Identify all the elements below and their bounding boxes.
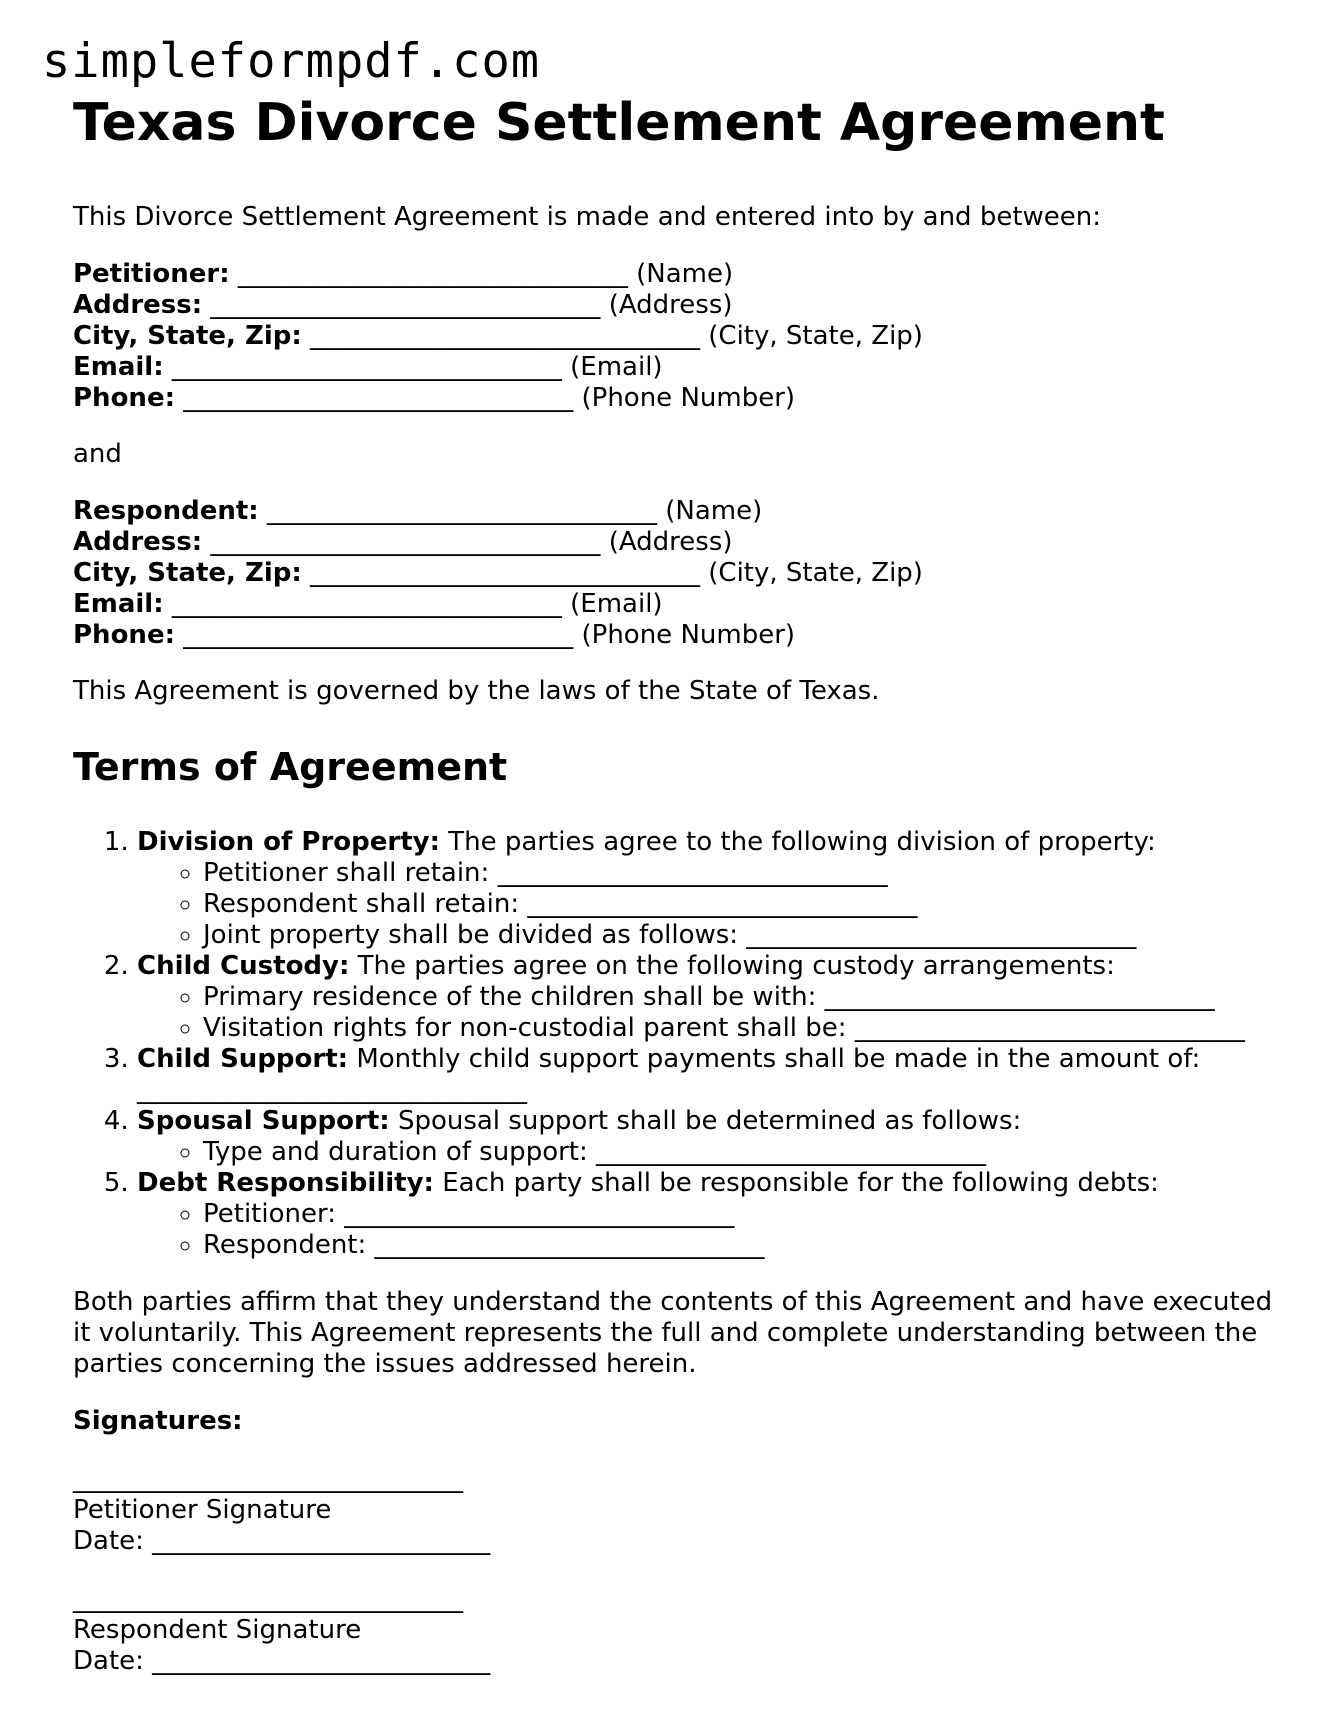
subitem-label: Type and duration of support: xyxy=(203,1136,588,1167)
document-page xyxy=(73,92,1293,1677)
petitioner-field-label: Address: xyxy=(73,290,203,321)
term-item xyxy=(137,1168,1293,1261)
subitem-label: Joint property shall be divided as follows: xyxy=(203,919,739,950)
signature-block xyxy=(73,1584,1293,1677)
date-label: Date: xyxy=(73,1645,144,1676)
respondent-field-hint: (Address) xyxy=(608,527,733,558)
subitem-blank[interactable]: ______________________________ xyxy=(746,919,1137,950)
term-text: The parties agree to the following division of property: xyxy=(448,826,1156,857)
petitioner-field-label: City, State, Zip: xyxy=(73,321,302,352)
signatures-heading: Signatures: xyxy=(73,1405,243,1436)
subitem-blank[interactable]: ______________________________ xyxy=(596,1136,987,1167)
respondent-field-label: Email: xyxy=(73,589,164,620)
subitem-label: Visitation rights for non-custodial parent shall be: xyxy=(203,1012,847,1043)
petitioner-field-blank[interactable]: ______________________________ xyxy=(237,259,628,290)
date-blank[interactable]: __________________________ xyxy=(152,1525,491,1556)
petitioner-field-blank[interactable]: ______________________________ xyxy=(183,383,574,414)
term-sublist xyxy=(137,1199,1293,1261)
term-item xyxy=(137,951,1293,1044)
term-item xyxy=(137,827,1293,951)
subitem-label: Primary residence of the children shall be with: xyxy=(203,981,817,1012)
respondent-field-row xyxy=(73,496,1293,527)
respondent-field-blank[interactable]: ______________________________ xyxy=(210,527,601,558)
respondent-field-row xyxy=(73,589,1293,620)
signature-label: Respondent Signature xyxy=(73,1614,362,1645)
term-sublist xyxy=(137,1137,1293,1168)
petitioner-field-blank[interactable]: ______________________________ xyxy=(210,290,601,321)
term-title: Spousal Support: xyxy=(137,1105,390,1136)
term-subitem xyxy=(203,982,1293,1013)
respondent-field-row xyxy=(73,527,1293,558)
petitioner-field-hint: (City, State, Zip) xyxy=(708,321,923,352)
watermark-text: simpleformpdf.com xyxy=(42,34,541,89)
terms-heading: Terms of Agreement xyxy=(73,745,508,790)
document-title: Texas Divorce Settlement Agreement xyxy=(73,93,1165,153)
subitem-blank[interactable]: ______________________________ xyxy=(824,981,1215,1012)
date-blank[interactable]: __________________________ xyxy=(152,1645,491,1676)
subitem-blank[interactable]: ______________________________ xyxy=(344,1198,735,1229)
petitioner-field-label: Petitioner: xyxy=(73,259,230,290)
term-sublist xyxy=(137,858,1293,951)
respondent-field-blank[interactable]: ______________________________ xyxy=(266,496,657,527)
respondent-field-label: City, State, Zip: xyxy=(73,558,302,589)
affirmation-text: Both parties affirm that they understand the contents of this Agreement and have executed it voluntarily. This Agreement represents the full and complete understanding between the parties concerning the issues addressed herein. xyxy=(73,1286,1273,1379)
term-title: Division of Property: xyxy=(137,826,440,857)
subitem-blank[interactable]: ______________________________ xyxy=(374,1229,765,1260)
signature-line[interactable]: ______________________________ xyxy=(73,1583,463,1614)
date-row xyxy=(73,1646,1293,1677)
signature-line[interactable]: ______________________________ xyxy=(73,1463,463,1494)
term-item xyxy=(137,1044,1293,1106)
term-text: The parties agree on the following custody arrangements: xyxy=(357,950,1115,981)
subitem-blank[interactable]: ______________________________ xyxy=(497,857,888,888)
term-blank[interactable]: ______________________________ xyxy=(137,1074,527,1105)
respondent-field-label: Address: xyxy=(73,527,203,558)
petitioner-field-row xyxy=(73,383,1293,414)
and-text: and xyxy=(73,439,122,470)
date-label: Date: xyxy=(73,1525,144,1556)
petitioner-field-row xyxy=(73,290,1293,321)
petitioner-field-row xyxy=(73,352,1293,383)
respondent-field-label: Respondent: xyxy=(73,496,259,527)
respondent-field-blank[interactable]: ______________________________ xyxy=(183,620,574,651)
date-row xyxy=(73,1526,1293,1557)
signature-area xyxy=(73,1464,1293,1677)
term-text: Each party shall be responsible for the following debts: xyxy=(442,1167,1159,1198)
petitioner-field-blank[interactable]: ______________________________ xyxy=(171,352,562,383)
term-title: Child Custody: xyxy=(137,950,350,981)
respondent-field-row xyxy=(73,558,1293,589)
respondent-field-label: Phone: xyxy=(73,620,175,651)
respondent-field-blank[interactable]: ______________________________ xyxy=(171,589,562,620)
respondent-field-hint: (Phone Number) xyxy=(581,620,796,651)
subitem-label: Respondent shall retain: xyxy=(203,888,520,919)
petitioner-field-blank[interactable]: ______________________________ xyxy=(310,321,701,352)
term-text: Monthly child support payments shall be made in the amount of: xyxy=(356,1043,1201,1074)
petitioner-field-label: Email: xyxy=(73,352,164,383)
subitem-label: Petitioner: xyxy=(203,1198,336,1229)
petitioner-field-row xyxy=(73,321,1293,352)
respondent-field-hint: (Name) xyxy=(665,496,763,527)
term-title: Debt Responsibility: xyxy=(137,1167,434,1198)
subitem-blank[interactable]: ______________________________ xyxy=(527,888,918,919)
term-text: Spousal support shall be determined as follows: xyxy=(397,1105,1022,1136)
term-subitem xyxy=(203,858,1293,889)
subitem-label: Petitioner shall retain: xyxy=(203,857,490,888)
respondent-field-blank[interactable]: ______________________________ xyxy=(310,558,701,589)
petitioner-field-hint: (Address) xyxy=(608,290,733,321)
petitioner-field-hint: (Name) xyxy=(636,259,734,290)
respondent-details xyxy=(73,496,1293,651)
petitioner-field-row xyxy=(73,259,1293,290)
term-subitem xyxy=(203,1230,1293,1261)
petitioner-field-hint: (Email) xyxy=(570,352,663,383)
petitioner-field-label: Phone: xyxy=(73,383,175,414)
term-sublist xyxy=(137,982,1293,1044)
term-subitem xyxy=(203,889,1293,920)
subitem-label: Respondent: xyxy=(203,1229,367,1260)
term-item xyxy=(137,1106,1293,1168)
signature-label: Petitioner Signature xyxy=(73,1494,332,1525)
governing-law-text: This Agreement is governed by the laws of the State of Texas. xyxy=(73,676,880,707)
petitioner-field-hint: (Phone Number) xyxy=(581,383,796,414)
petitioner-details xyxy=(73,259,1293,414)
respondent-field-row xyxy=(73,620,1293,651)
respondent-field-hint: (Email) xyxy=(570,589,663,620)
terms-list xyxy=(73,827,1293,1261)
respondent-field-hint: (City, State, Zip) xyxy=(708,558,923,589)
intro-text: This Divorce Settlement Agreement is made and entered into by and between: xyxy=(73,202,1102,233)
term-subitem xyxy=(203,1199,1293,1230)
term-subitem xyxy=(203,920,1293,951)
term-subitem xyxy=(203,1137,1293,1168)
term-title: Child Support: xyxy=(137,1043,349,1074)
term-subitem xyxy=(203,1013,1293,1044)
subitem-blank[interactable]: ______________________________ xyxy=(854,1012,1245,1043)
signature-block xyxy=(73,1464,1293,1557)
